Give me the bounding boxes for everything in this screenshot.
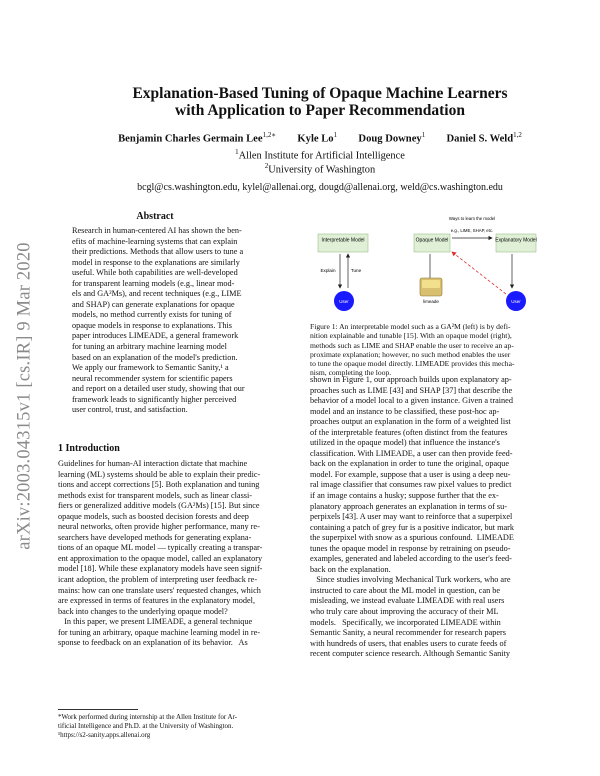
- author-name: Kyle Lo: [297, 133, 334, 145]
- body-text-line: proaches such as LIME [43] and SHAP [37] that describe the: [310, 385, 513, 395]
- body-text-line: opaque models, such as boosted decision forests and deep: [58, 511, 249, 521]
- body-text-line: with hundreds of users, that enables users to curate feeds of: [310, 638, 507, 648]
- section-heading-introduction: 1 Introduction: [58, 443, 120, 454]
- affiliation-text: University of Washington: [268, 164, 376, 176]
- footnote-line: tificial Intelligence and Ph.D. at the University of Washington.: [58, 722, 234, 730]
- body-text-line: tions of an opaque ML model — typically creating a transpar-: [58, 543, 263, 553]
- author-list: [60, 131, 580, 145]
- body-text-line: ent approximation to the opaque model, called an explanatory: [58, 553, 263, 563]
- body-text-line: mains: how can one translate users' requested changes, which: [58, 585, 261, 595]
- abstract-line: model in response to the explanations are similarly: [72, 257, 240, 267]
- ways-label: Ways to learn the model: [448, 216, 496, 221]
- author-sup: 1,2: [513, 131, 522, 139]
- user-label: User: [339, 299, 349, 304]
- body-text-line: sponse to feedback on an explanation of its behavior. As: [58, 638, 248, 648]
- footnote-rule: [58, 709, 138, 710]
- body-text-line: model and an instance to be classified, these post-hoc ap-: [310, 406, 500, 416]
- user-label-right: User: [511, 299, 521, 304]
- caption-line: proximate explanation; however, no such method enables the user: [310, 349, 511, 359]
- author-name: Benjamin Charles Germain Lee: [118, 133, 263, 145]
- footnote-line: ¹https://s2-sanity.apps.allenai.org: [58, 731, 151, 739]
- explain-label: Explain: [320, 268, 336, 273]
- body-text-line: model [18]. While these explanatory models have seen signif-: [58, 564, 263, 574]
- arxiv-identifier: [12, 196, 38, 596]
- abstract-line: user control, trust, and satisfaction.: [72, 405, 188, 415]
- caption-line: nition explainable and tunable [15]. With an opaque model (right),: [310, 331, 512, 341]
- opaque-model-label: Opaque Model: [415, 237, 449, 244]
- limeade-label: limeade: [423, 299, 439, 304]
- caption-line: nism, completing the loop.: [310, 368, 392, 378]
- abstract-line: framework leads to significantly higher perceived: [72, 394, 237, 404]
- abstract-line: and report on a detailed user study, showing that our: [72, 384, 245, 394]
- right-column-body: [310, 375, 542, 660]
- abstract-line: opaque models in response to explanations. This: [72, 320, 233, 330]
- body-text-line: fiers or generalized additive models (GA²Ms) [15]. But since: [58, 501, 260, 511]
- abstract-line: efits of machine-learning systems that can explain: [72, 236, 238, 246]
- abstract-body: [72, 226, 245, 416]
- body-text-line: if an image contains a husky; suppose further that the ex-: [310, 491, 499, 501]
- body-text-line: neural networks, often provide higher performance, many re-: [58, 522, 260, 532]
- body-text-line: tions and accept corrections [5]. Both explanation and tuning: [58, 480, 260, 490]
- abstract-line: useful. While both capabilities are well-developed: [72, 268, 238, 278]
- abstract-line: paper introduces LIMEADE, a general framework: [72, 331, 239, 341]
- body-text-line: perpixels [43]. A user may want to reinforce that a superpixel: [310, 512, 513, 522]
- author-sup: 1,2∗: [262, 131, 277, 139]
- body-text-line: tunes the opaque model in response by retraining on pseudo-: [310, 543, 511, 553]
- author-sup: 1: [421, 131, 426, 139]
- body-text-line: back on the explanation in order to tune the original, opaque: [310, 459, 510, 469]
- body-text-line: Guidelines for human-AI interaction dictate that machine: [58, 459, 248, 468]
- body-text-line: are expressed in terms of features in the explanatory model,: [58, 596, 256, 606]
- author-sup: 1: [333, 131, 338, 139]
- figure-1-caption: [310, 322, 542, 378]
- body-text-line: recent computer science research. Although Semantic Sanity: [310, 649, 510, 659]
- body-text-line: back on the explanation.: [310, 564, 391, 574]
- body-text-line: containing a patch of grey fur is a positive indicator, but mark: [310, 522, 515, 532]
- caption-line: methods such as LIME and SHAP enable the user to receive an ap-: [310, 340, 514, 350]
- title-line-2: with Application to Paper Recommendation: [175, 102, 465, 119]
- tune-label: Tune: [350, 268, 362, 273]
- body-text-line: Since studies involving Mechanical Turk workers, who are: [310, 575, 511, 585]
- body-text-line: planatory approach generates an explanation in terms of su-: [310, 501, 508, 511]
- paper-title: [60, 85, 580, 119]
- author-name: Doug Downey: [358, 133, 422, 145]
- body-text-line: the superpixel with snow as a spurious confound. LIMEADE: [310, 533, 514, 543]
- affiliation-2: [60, 162, 580, 175]
- abstract-line: models, no method currently exists for tuning of: [72, 310, 232, 320]
- body-text-line: misleading, we instead evaluate LIMEADE with real users: [310, 596, 505, 606]
- author-name: Daniel S. Weld: [446, 133, 514, 145]
- body-text-line: Semantic Sanity, a neural recommender for research papers: [310, 628, 507, 638]
- body-text-line: proaches output an explanation in the form of a weighted list: [310, 417, 511, 427]
- body-text-line: ral image classifier that consumes raw pixel values to predict: [310, 480, 512, 490]
- explanatory-model-label: Explanatory Model: [495, 237, 537, 244]
- introduction-body: [58, 459, 290, 649]
- limeade-tune-arrow: [452, 252, 506, 294]
- abstract-heading: Abstract: [136, 211, 174, 222]
- author-emails: bcgl@cs.washington.edu, kylel@allenai.org, dougd@allenai.org, weld@cs.washington.edu: [137, 182, 503, 193]
- abstract-line: els and GA²Ms), and recent techniques (e.g., LIME: [72, 289, 242, 299]
- abstract-line: We apply our framework to Semantic Sanity,¹ a: [72, 363, 229, 373]
- body-text-line: searchers have developed methods for generating explana-: [58, 532, 252, 542]
- figure-1-diagram: [306, 208, 546, 320]
- abstract-line: for transparent learning models (e.g., linear mod-: [72, 278, 235, 288]
- body-text-line: icant adoption, the problem of interpreting user feedback re-: [58, 575, 258, 585]
- body-text-line: of the interpretable features (often distinct from the features: [310, 427, 508, 437]
- body-text-line: for tuning an arbitrary, opaque machine learning model in re-: [58, 627, 260, 637]
- body-text-line: In this paper, we present LIMEADE, a general technique: [58, 617, 253, 627]
- abstract-line: their predictions. Methods that allow users to tune a: [72, 247, 244, 257]
- abstract-line: and SHAP) can generate explanations for opaque: [72, 299, 235, 309]
- abstract-line: based on an explanation of the model's prediction.: [72, 352, 238, 362]
- limeade-logo-label-bg: [422, 280, 440, 288]
- affiliation-text: Allen Institute for Artificial Intelligence: [238, 150, 405, 162]
- footnotes: [58, 713, 290, 740]
- affiliation-1: [60, 148, 580, 161]
- lime-shap-label: e.g., LIME, SHAP, etc.: [450, 228, 494, 233]
- caption-line: to tune the opaque model directly. LIMEADE provides this mecha-: [310, 359, 515, 369]
- interpretable-model-label: Interpretable Model: [321, 237, 365, 244]
- body-text-line: behavior of a model local to a given instance. Given a trained: [310, 396, 513, 406]
- arxiv-id-text: arXiv:2003.04315v1 [cs.IR] 9 Mar 2020: [14, 242, 35, 550]
- affiliation-sup: 2: [264, 162, 269, 170]
- body-text-line: learning (ML) systems should be able to explain their predic-: [58, 469, 261, 479]
- body-text-line: classification. With LIMEADE, a user can then provide feed-: [310, 448, 513, 458]
- title-line-1: Explanation-Based Tuning of Opaque Machine Learners: [132, 85, 508, 102]
- abstract-line: Research in human-centered AI has shown the ben-: [72, 226, 242, 235]
- body-text-line: who truly care about improving the accuracy of their ML: [310, 607, 499, 617]
- body-text-line: back into changes to the underlying opaque model?: [58, 606, 228, 616]
- caption-line: Figure 1: An interpretable model such as a GA²M (left) is by defi-: [310, 322, 511, 331]
- body-text-line: models. Specifically, we incorporated LIMEADE within: [310, 617, 501, 627]
- abstract-line: neural recommender system for scientific papers: [72, 373, 233, 383]
- body-text-line: methods exist for transparent models, such as linear classi-: [58, 490, 253, 500]
- footnote-line: *Work performed during internship at the Allen Institute for Ar-: [58, 713, 238, 721]
- affiliation-sup: 1: [235, 148, 239, 156]
- abstract-line: for tuning an arbitrary machine learning model: [72, 342, 227, 352]
- body-text-line: shown in Figure 1, our approach builds upon explanatory ap-: [310, 375, 512, 384]
- body-text-line: utilized in the opaque model) that influence the instance's: [310, 438, 500, 448]
- body-text-line: instructed to care about the ML model in question, can be: [310, 585, 501, 595]
- body-text-line: examples, generated and labeled according to the user's feed-: [310, 554, 512, 564]
- body-text-line: model. For example, suppose that a user is using a deep neu-: [310, 469, 511, 479]
